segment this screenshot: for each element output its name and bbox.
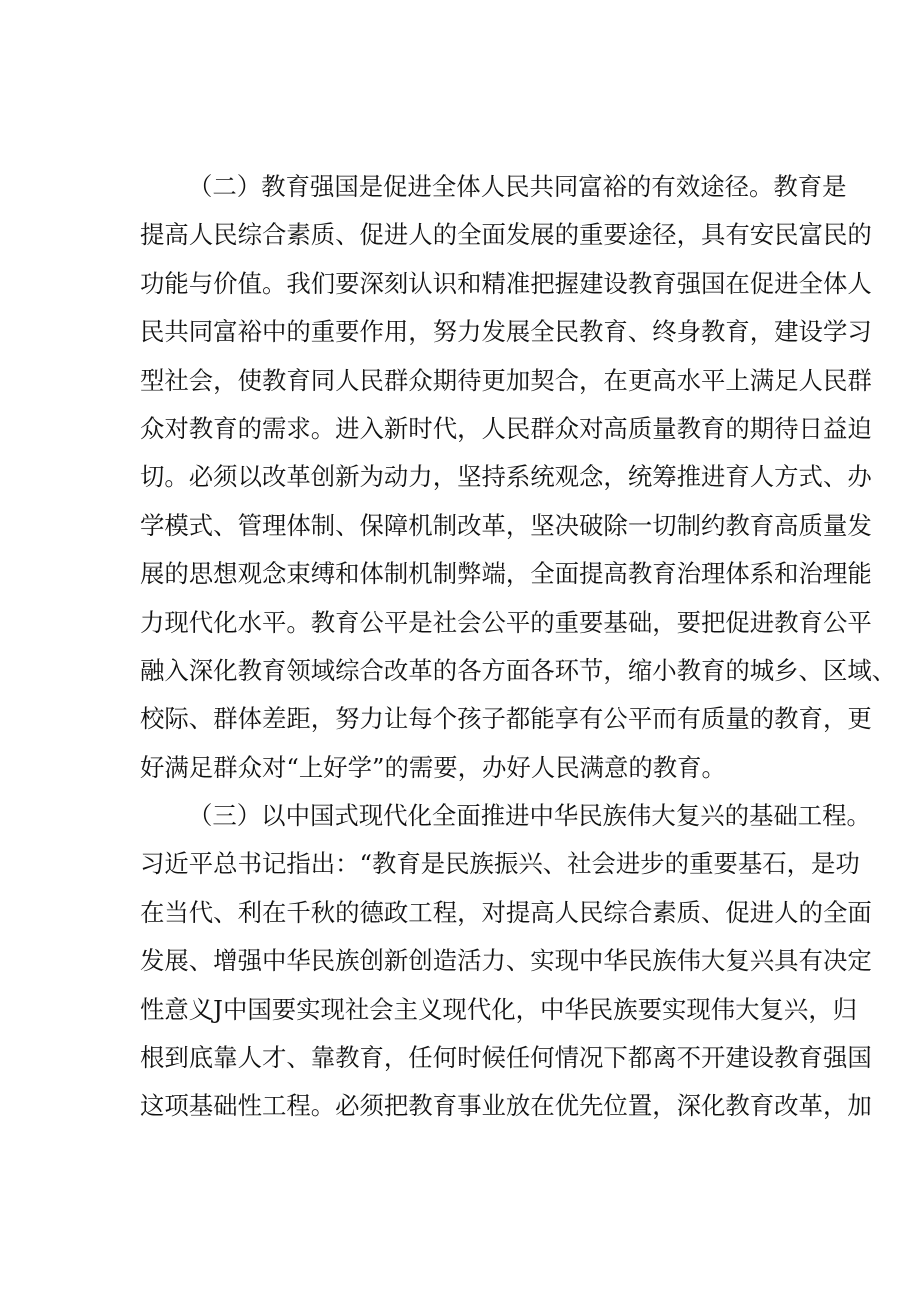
paragraph-2-line-8: 学模式、管理体制、保障机制改革，坚决破除一切制约教育高质量发	[140, 510, 872, 540]
paragraph-3-line-5: 性意义J中国要实现社会主义现代化，中华民族要实现伟大复兴，归	[140, 994, 858, 1024]
paragraph-3-line-7: 这项基础性工程。必须把教育事业放在优先位置，深化教育改革，加	[140, 1091, 872, 1121]
paragraph-3-line-1: （三）以中国式现代化全面推进中华民族伟大复兴的基础工程。	[188, 801, 871, 831]
paragraph-3-line-2: 习近平总书记指出：“教育是民族振兴、社会进步的重要基石，是功	[140, 849, 860, 879]
paragraph-2-line-13: 好满足群众对“上好学”的需要，办好人民满意的教育。	[140, 752, 726, 782]
paragraph-2-line-3: 功能与价值。我们要深刻认识和精准把握建设教育强国在促进全体人	[140, 268, 872, 298]
paragraph-2-line-11: 融入深化教育领域综合改革的各方面各环节，缩小教育的城乡、区域、	[140, 655, 897, 685]
paragraph-2-line-4: 民共同富裕中的重要作用，努力发展全民教育、终身教育，建设学习	[140, 317, 872, 347]
paragraph-2-line-1: （二）教育强国是促进全体人民共同富裕的有效途径。教育是	[188, 172, 847, 201]
paragraph-2-line-2: 提高人民综合素质、促进人的全面发展的重要途径，具有安民富民的	[140, 220, 872, 250]
paragraph-2-line-7: 切。必须以改革创新为动力，坚持系统观念，统筹推进育人方式、办	[140, 462, 872, 492]
paragraph-2-line-6: 众对教育的需求。进入新时代，人民群众对高质量教育的期待日益迫	[140, 413, 872, 443]
paragraph-2-line-5: 型社会，使教育同人民群众期待更加契合，在更高水平上满足人民群	[140, 365, 872, 395]
paragraph-2-line-9: 展的思想观念束缚和体制机制弊端，全面提高教育治理体系和治理能	[140, 559, 872, 589]
paragraph-3-line-3: 在当代、利在千秋的德政工程，对提高人民综合素质、促进人的全面	[140, 897, 872, 927]
paragraph-2-line-10: 力现代化水平。教育公平是社会公平的重要基础，要把促进教育公平	[140, 607, 872, 637]
paragraph-2-line-12: 校际、群体差距，努力让每个孩子都能享有公平而有质量的教育，更	[140, 704, 872, 734]
body-text	[140, 163, 897, 1131]
paragraph-3-line-6: 根到底靠人才、靠教育，任何时候任何情况下都离不开建设教育强国	[140, 1043, 872, 1073]
paragraph-3-line-4: 发展、增强中华民族创新创造活力、实现中华民族伟大复兴具有决定	[140, 946, 872, 976]
